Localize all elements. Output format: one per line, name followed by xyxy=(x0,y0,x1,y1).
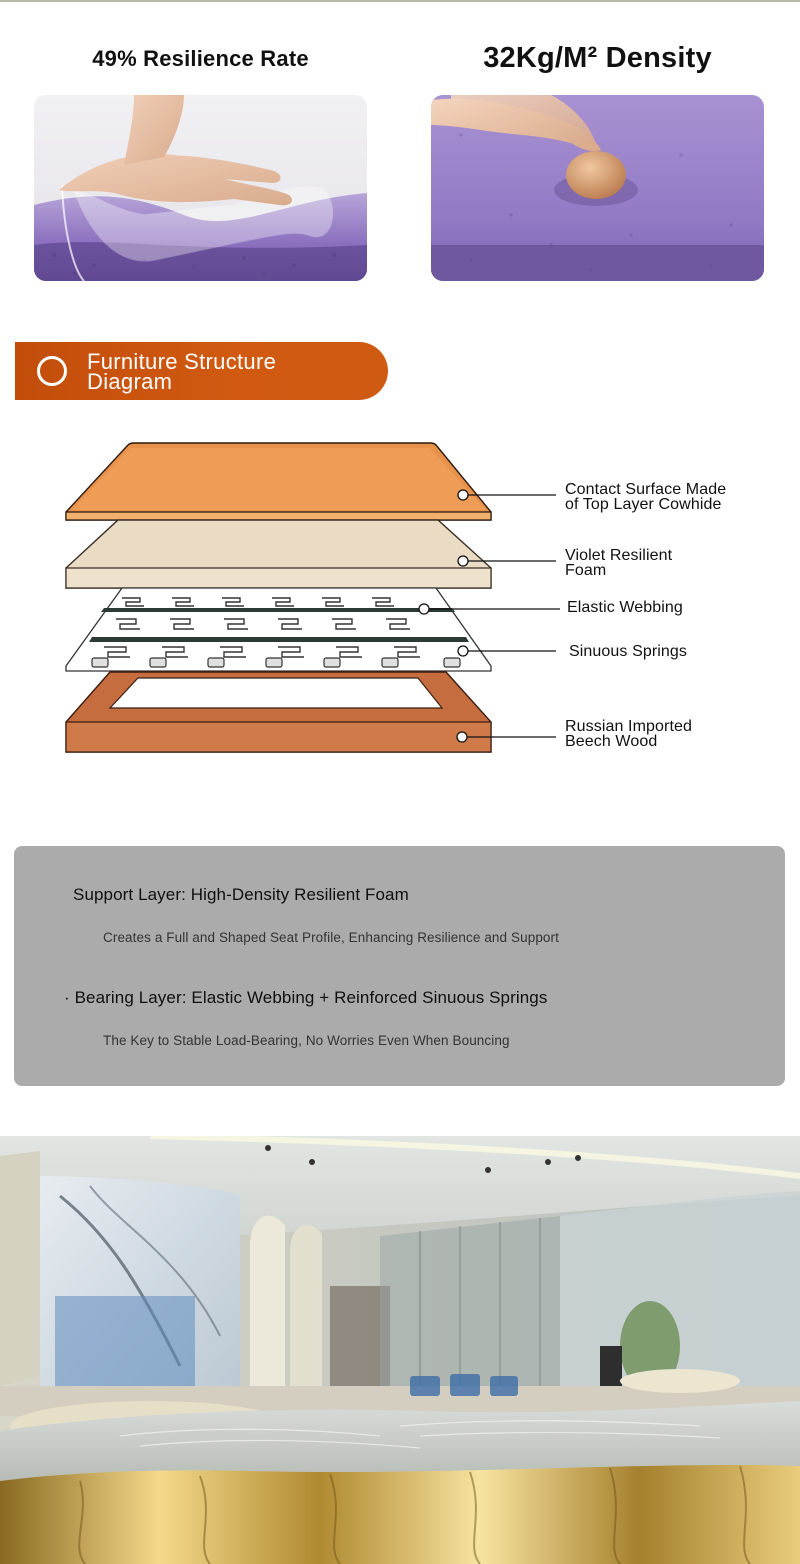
density-foam-photo xyxy=(431,95,764,281)
label-cowhide xyxy=(565,482,765,512)
resilience-foam-photo xyxy=(34,95,367,281)
resilience-rate-title: 49% Resilience Rate xyxy=(92,46,309,71)
density-title: 32Kg/M² Density xyxy=(483,42,712,74)
showroom-photo xyxy=(0,1136,800,1564)
label-beech-wood xyxy=(565,719,765,749)
bearing-layer-description: The Key to Stable Load-Bearing, No Worries Even When Bouncing xyxy=(103,1033,510,1048)
label-cowhide-line2: of Top Layer Cowhide xyxy=(565,496,722,513)
structure-diagram-banner xyxy=(15,342,388,400)
support-layer-heading: Support Layer: High-Density Resilient Foam xyxy=(73,885,409,904)
banner-title-line1: Furniture Structure xyxy=(87,349,277,374)
support-layer-description: Creates a Full and Shaped Seat Profile, Enhancing Resilience and Support xyxy=(103,930,559,945)
label-foam-line2: Foam xyxy=(565,562,607,579)
label-webbing xyxy=(567,600,767,615)
banner-title xyxy=(87,349,377,394)
label-webbing-line1: Elastic Webbing xyxy=(567,599,683,616)
banner-title-line2: Diagram xyxy=(87,369,173,394)
label-foam xyxy=(565,548,765,578)
label-foam-line1: Violet Resilient xyxy=(565,547,673,564)
bearing-layer-heading: · Bearing Layer: Elastic Webbing + Reinforced Sinuous Springs xyxy=(64,988,548,1007)
label-cowhide-line1: Contact Surface Made xyxy=(565,481,727,498)
foam-layer xyxy=(66,520,491,588)
cowhide-layer xyxy=(66,443,491,520)
banner-ring-icon xyxy=(37,356,67,386)
label-beech-line2: Beech Wood xyxy=(565,733,658,750)
layer-info-panel xyxy=(14,846,785,1086)
label-springs xyxy=(569,644,769,659)
label-springs-line1: Sinuous Springs xyxy=(569,643,688,660)
wood-frame-layer xyxy=(66,672,491,752)
spring-layer xyxy=(66,588,491,671)
top-divider xyxy=(0,0,800,2)
label-beech-line1: Russian Imported xyxy=(565,718,692,735)
